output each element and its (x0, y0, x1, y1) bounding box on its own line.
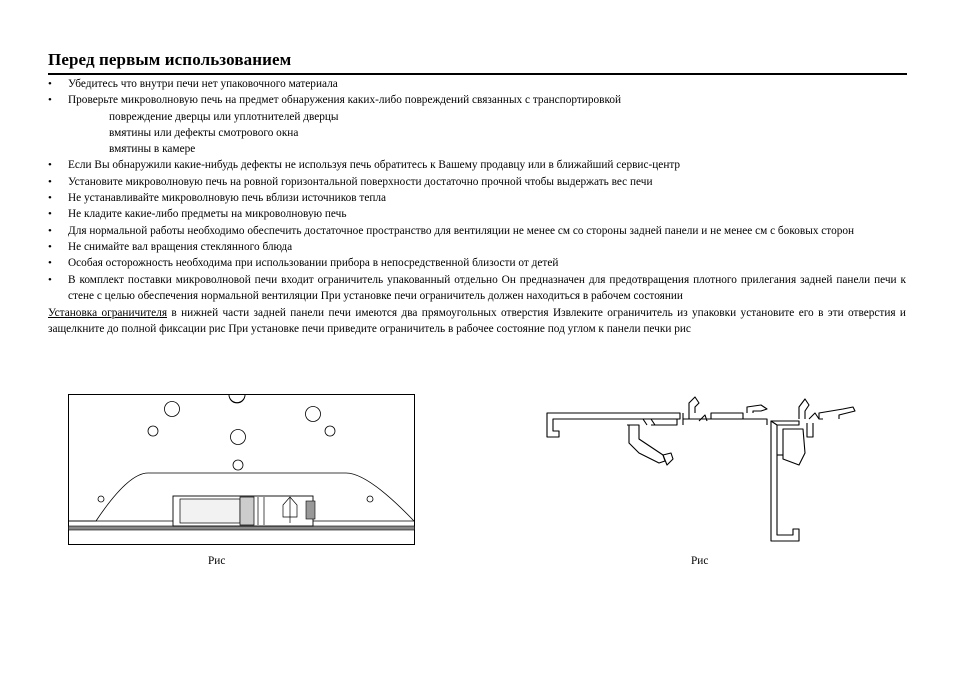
list-item: • Не устанавливайте микроволновую печь вблизи источников тепла (48, 190, 906, 206)
list-item: • Проверьте микроволновую печь на предмет обнаружения каких-либо повреждений связанных с транспортировкой (48, 92, 906, 108)
screw-hole (367, 496, 373, 502)
list-item: • В комплект поставки микроволновой печи входит ограничитель упакованный отдельно Он предназначен для предотвращения плотного прилегания задней панели печи к стене с целью обеспечения нормальной вентиляции При установке печи ограничитель должен находиться в рабочем состоянии (48, 272, 906, 305)
install-heading: Установка ограничителя (48, 307, 168, 320)
list-item: • Установите микроволновую печь на ровной горизонтальной поверхности достаточно прочной чтобы выдержать вес печи (48, 174, 906, 190)
sub-list-item: вмятины в камере (109, 143, 196, 156)
vent-hole (229, 395, 245, 403)
list-item: • Не кладите какие-либо предметы на микроволновую печь (48, 206, 906, 222)
title-underline-divider (48, 73, 907, 75)
figure-stopper-profiles (543, 395, 873, 547)
vent-hole (231, 430, 246, 445)
list-item: • Если Вы обнаружили какие-нибудь дефекты не используя печь обратитесь к Вашему продавцу или в ближайший сервис-центр (48, 157, 906, 173)
list-item: • Особая осторожность необходима при использовании прибора в непосредственной близости от детей (48, 255, 906, 271)
figure-caption: Рис (208, 555, 226, 567)
instructions-body (48, 76, 906, 338)
figure-caption: Рис (691, 555, 709, 567)
list-item: • Не снимайте вал вращения стеклянного блюда (48, 239, 906, 255)
install-text: в нижней части задней панели печи имеются два прямоугольных отверстия Извлеките ограничитель из упаковки установите его в эти отверстия и защелкните до полной фиксации рис При установке печи приведите ограничитель в рабочее состояние под углом к панели печки рис (48, 307, 906, 336)
stopper-profile-vertical (771, 399, 855, 541)
list-item: • Для нормальной работы необходимо обеспечить достаточное пространство для вентиляции не менее см со стороны задней панели и не менее см с боковых сторон (48, 223, 906, 239)
list-item: • Убедитесь что внутри печи нет упаковочного материала (48, 76, 906, 92)
vent-hole (148, 426, 158, 436)
figure-rear-panel (68, 393, 418, 548)
vent-hole (325, 426, 335, 436)
sub-list-item: вмятины или дефекты смотрового окна (109, 126, 299, 139)
vent-hole (165, 402, 180, 417)
vent-hole (229, 395, 245, 403)
page-title: Перед первым использованием (48, 50, 292, 69)
stopper-part (173, 496, 315, 526)
bottom-rail (69, 526, 415, 530)
stopper-profile-horizontal (547, 397, 767, 465)
vent-hole (306, 407, 321, 422)
vent-hole (233, 460, 243, 470)
screw-hole (98, 496, 104, 502)
install-paragraph (48, 305, 906, 338)
sub-list-item: повреждение дверцы или уплотнителей дверцы (109, 110, 339, 123)
